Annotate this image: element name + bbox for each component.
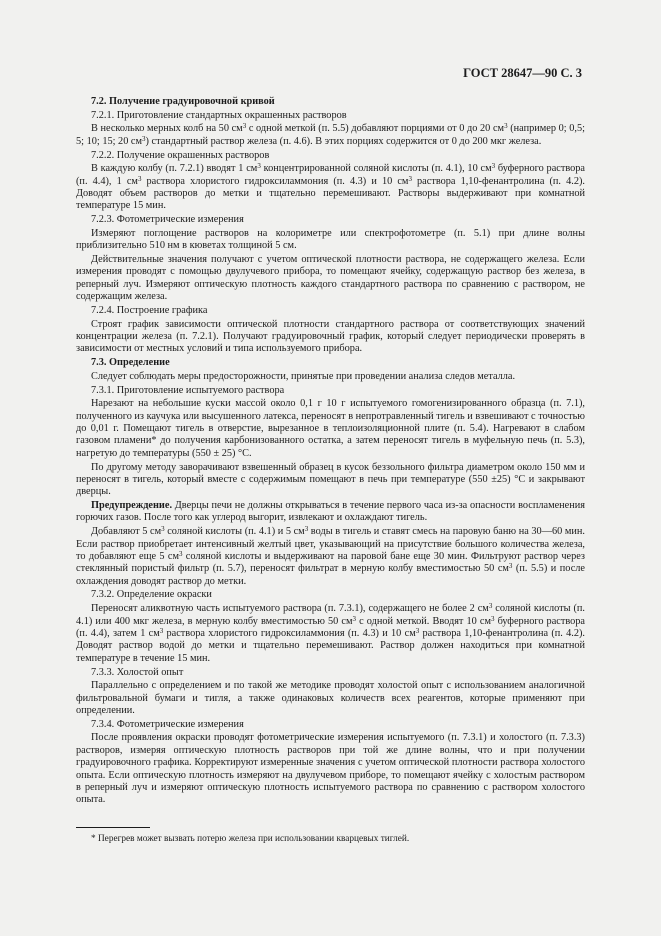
section-7-3-3-heading: 7.3.3. Холостой опыт [91, 666, 184, 678]
section-7-3-4-heading: 7.3.4. Фотометрические измерения [91, 718, 244, 730]
section-7-2-2-text: В каждую колбу (п. 7.2.1) вводят 1 $см^3$ концентрированной соляной кислоты (п. 4.1), 10 $см^3$ буферного раствора (п. 4.4), 1 $см^3$ раствора хлористого гидроксиламмония (п. 4.3) и 10 $см^3$ раствора 1,10-фенантролина (п. 4.2). Доводят объем растворов до метки и тщательно перемешивают. Растворы выдерживают при комнатной температуре 15 мин. [76, 162, 585, 212]
section-7-2-4-text: Строят график зависимости оптической плотности стандартного раствора от соответствующих значений концентрации железа (п. 7.2.1). Получают градуировочный график, который следует периодически проверять в зависимости от местных условий и типа используемого прибора. [76, 318, 585, 355]
section-7-2-2-heading: 7.2.2. Получение окрашенных растворов [91, 149, 270, 161]
section-7-2-1-heading: 7.2.1. Приготовление стандартных окрашенных растворов [91, 109, 347, 121]
footnote-divider [76, 827, 150, 828]
section-7-3-intro: Следует соблюдать меры предосторожности, принятые при проведении анализа следов металла. [91, 370, 516, 382]
section-7-2-3-text-a: Измеряют поглощение растворов на колориметре или спектрофотометре (п. 5.1) при длине волны приблизительно 510 нм в кюветах толщиной 5 см. [76, 227, 585, 252]
section-7-3-2-heading: 7.3.2. Определение окраски [91, 589, 212, 601]
section-7-3-1-text-c: Добавляют 5 $см^3$ соляной кислоты (п. 4.1) и 5 $см^3$ воды в тигель и ставят смесь на паровую баню на 30—60 мин. Если раствор приобретает интенсивный желтый цвет, указывающий на присутствие большого количества железа, то добавляют еще 5 $см^3$ соляной кислоты и выдерживают на паровой бане еще 30 мин. Фильтруют раствор через стеклянный пористый фильтр (п. 5.7), переносят фильтрат в мерную колбу вместимостью 50 $см^3$ (п. 5.5) и после охлаждения доводят раствор до метки. [76, 525, 585, 587]
warning-label: Предупреждение. [91, 500, 173, 512]
section-7-3-3-text: Параллельно с определением и по такой же методике проводят холостой опыт с использованием аналогичной фильтровальной бумаги и тигля, а также одинаковых количеств всех реагентов, которые применяют при определении. [76, 680, 585, 717]
section-7-2-4-heading: 7.2.4. Построение графика [91, 304, 208, 316]
section-7-3-1-text-a: Нарезают на небольшие куски массой около 0,1 г 10 г испытуемого гомогенизированного образца (п. 7.1), полученного из каучука или высушенного латекса, переносят в непротравленный тигель и взвешивают с точностью до 0,01 г. Помещают тигель в отверстие, вырезанное в теплоизоляционной плите (п. 5.4). Нагревают в слабом газовом пламени* до получения карбонизованного остатка, а затем переносят тигель в муфельную печь (п. 5.3), нагретую до температуры (550 ± 25) °С. [76, 398, 585, 459]
section-7-3-1-heading: 7.3.1. Приготовление испытуемого раствора [91, 384, 285, 396]
section-7-2-heading: 7.2. Получение градуировочной кривой [91, 96, 275, 107]
section-7-3-1-text-b: По другому методу заворачивают взвешенный образец в кусок беззольного фильтра диаметром около 150 мм и переносят в тигель, который вместе с содержимым помещают в печь при температуре (550 ±25) °С и закрывают дверцы. [76, 461, 585, 498]
section-7-2-3-text-b: Действительные значения получают с учетом оптической плотности раствора, не содержащего железа. Если измерения проводят с помощью двулучевого прибора, то помещают ячейку, содержащую раствор без железа, в реперный луч. Измеряют оптическую плотность каждого стандартного раствора по сравнению с раствором, не содержащим железа. [76, 253, 585, 303]
footnote: * Перегрев может вызвать потерю железа при использовании кварцевых тиглей. [91, 834, 410, 844]
document-body [76, 96, 585, 808]
page-header: ГОСТ 28647—90 С. 3 [463, 66, 582, 80]
section-7-3-4-text: После проявления окраски проводят фотометрические измерения испытуемого (п. 7.3.1) и холостого (п. 7.3.3) растворов, измеряя оптическую плотность растворов при той же длине волны, что и при получении градуировочного графика. Корректируют измеренные значения с учетом оптической плотности раствора холостого опыта. Если оптическую плотность измеряют на двулучевом приборе, то помещают ячейку с холостым раствором в реперный луч и измеряют оптическую плотность испытуемого раствора по сравнению с раствором холостого опыта. [76, 732, 585, 806]
section-7-3-2-text: Переносят аликвотную часть испытуемого раствора (п. 7.3.1), содержащего не более 2 $см^3$ соляной кислоты (п. 4.1) или 400 мкг железа, в мерную колбу вместимостью 50 $см^3$ с одной меткой. Вводят 10 $см^3$ буферного раствора (п. 4.4), затем 1 $см^3$ раствора хлористого гидроксиламмония (п. 4.3) и 10 $см^3$ раствора 1,10-фенантролина (п. 4.2). Доводят раствор водой до метки и тщательно перемешивают. Раствор должен находиться при комнатной температуре в течение 15 мин. [76, 602, 585, 664]
section-7-3-heading: 7.3. Определение [91, 357, 170, 369]
section-7-2-1-text: В несколько мерных колб на 50 $см^3$ с одной меткой (п. 5.5) добавляют порциями от 0 до 20 $см^3$ (например 0; 0,5; 5; 10; 15; 20 $см^3$) стандартный раствор железа (п. 4.6). В этих порциях содержится от 0 до 200 мкг железа. [76, 122, 585, 147]
warning-paragraph: Предупреждение. Дверцы печи не должны открываться в течение первого часа из-за опасности воспламенения горючих газов. После того как углерод выгорит, извлекают и охлаждают тигель. [76, 500, 585, 524]
section-7-2-3-heading: 7.2.3. Фотометрические измерения [91, 214, 244, 226]
